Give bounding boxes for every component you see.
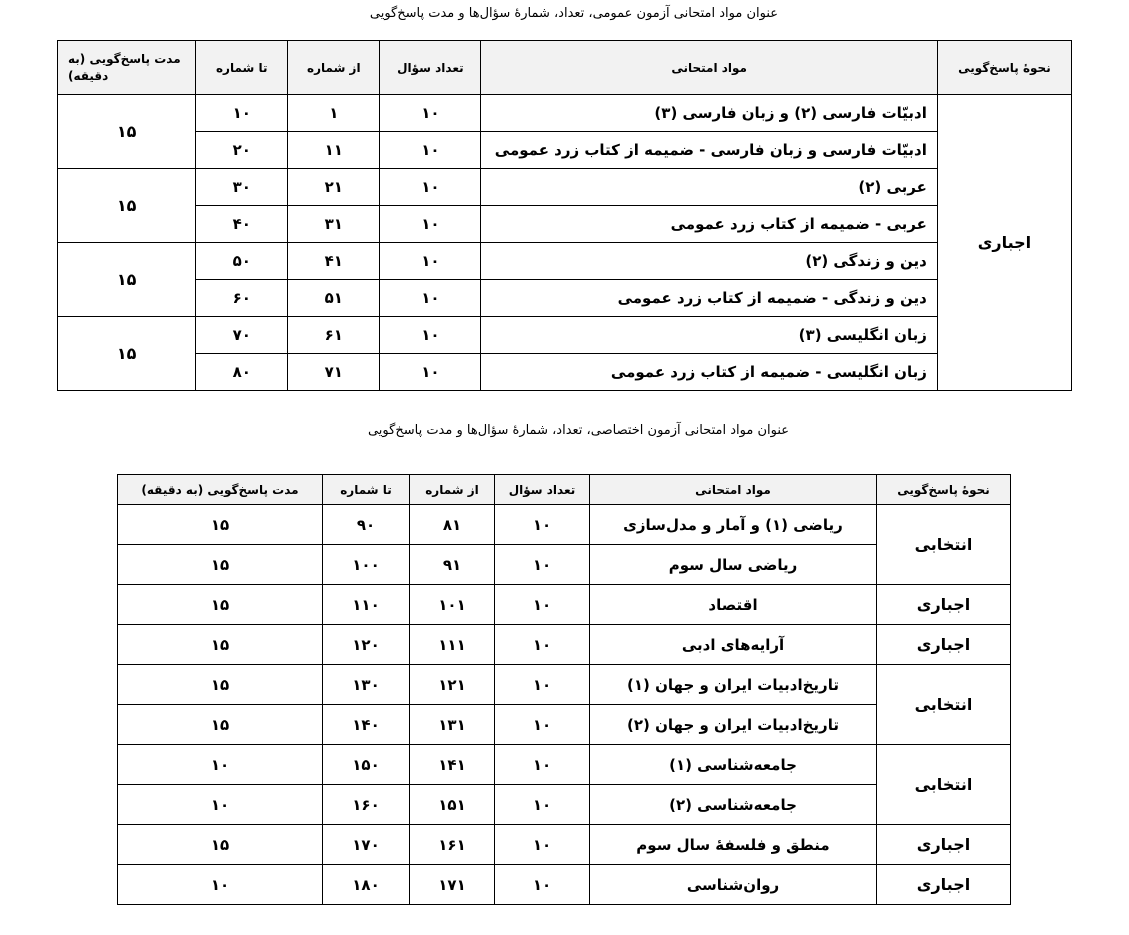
to-cell: ۲۰ — [196, 132, 288, 169]
from-cell: ۱۳۱ — [410, 705, 495, 745]
header-from: از شماره — [410, 475, 495, 505]
duration-cell: ۱۵ — [118, 585, 323, 625]
header-duration: مدت پاسخ‌گویی (به دقیقه) — [58, 41, 196, 95]
header-to: تا شماره — [196, 41, 288, 95]
table-row — [58, 169, 1072, 206]
to-cell: ۸۰ — [196, 354, 288, 391]
duration-cell: ۱۵ — [118, 545, 323, 585]
header-duration: مدت پاسخ‌گویی (به دقیقه) — [118, 475, 323, 505]
subject-cell: جامعه‌شناسی (۱) — [590, 745, 877, 785]
subject-cell: تاریخ‌ادبیات ایران و جهان (۱) — [590, 665, 877, 705]
general-exam-table — [57, 40, 1072, 391]
specialized-exam-caption: عنوان مواد امتحانی آزمون اختصاصی، تعداد، شمارهٔ سؤال‌ها و مدت پاسخ‌گویی — [367, 423, 789, 438]
subject-cell: منطق و فلسفهٔ سال سوم — [590, 825, 877, 865]
mode-cell: اجباری — [937, 95, 1071, 391]
count-cell: ۱۰ — [495, 865, 590, 905]
header-count: تعداد سؤال — [495, 475, 590, 505]
subject-cell: ریاضی (۱) و آمار و مدل‌سازی — [590, 505, 877, 545]
duration-cell: ۱۵ — [58, 317, 196, 391]
from-cell: ۳۱ — [288, 206, 380, 243]
to-cell: ۱۳۰ — [323, 665, 410, 705]
subject-cell: روان‌شناسی — [590, 865, 877, 905]
specialized-header-row — [118, 475, 1011, 505]
table-row — [118, 865, 1011, 905]
mode-cell: انتخابی — [877, 665, 1011, 745]
from-cell: ۱۱ — [288, 132, 380, 169]
specialized-exam-body — [118, 505, 1011, 905]
subject-cell: ادبیّات فارسی (۲) و زبان فارسی (۳) — [481, 95, 937, 132]
count-cell: ۱۰ — [495, 585, 590, 625]
header-count: تعداد سؤال — [380, 41, 481, 95]
to-cell: ۱۱۰ — [323, 585, 410, 625]
subject-cell: تاریخ‌ادبیات ایران و جهان (۲) — [590, 705, 877, 745]
count-cell: ۱۰ — [495, 785, 590, 825]
to-cell: ۱۷۰ — [323, 825, 410, 865]
to-cell: ۹۰ — [323, 505, 410, 545]
mode-cell: اجباری — [877, 865, 1011, 905]
header-mode: نحوهٔ پاسخ‌گویی — [937, 41, 1071, 95]
header-mode: نحوهٔ پاسخ‌گویی — [877, 475, 1011, 505]
count-cell: ۱۰ — [495, 705, 590, 745]
from-cell: ۱۷۱ — [410, 865, 495, 905]
duration-cell: ۱۰ — [118, 745, 323, 785]
subject-cell: جامعه‌شناسی (۲) — [590, 785, 877, 825]
duration-cell: ۱۵ — [118, 505, 323, 545]
count-cell: ۱۰ — [495, 825, 590, 865]
from-cell: ۱۰۱ — [410, 585, 495, 625]
from-cell: ۶۱ — [288, 317, 380, 354]
subject-cell: عربی (۲) — [481, 169, 937, 206]
to-cell: ۶۰ — [196, 280, 288, 317]
count-cell: ۱۰ — [495, 545, 590, 585]
count-cell: ۱۰ — [380, 95, 481, 132]
table-row — [58, 354, 1072, 391]
subject-cell: زبان انگلیسی (۳) — [481, 317, 937, 354]
subject-cell: ریاضی سال سوم — [590, 545, 877, 585]
count-cell: ۱۰ — [380, 243, 481, 280]
to-cell: ۱۰۰ — [323, 545, 410, 585]
subject-cell: دین و زندگی (۲) — [481, 243, 937, 280]
subject-cell: عربی - ضمیمه از کتاب زرد عمومی — [481, 206, 937, 243]
to-cell: ۱۴۰ — [323, 705, 410, 745]
general-header-row — [58, 41, 1072, 95]
to-cell: ۱۶۰ — [323, 785, 410, 825]
to-cell: ۱۰ — [196, 95, 288, 132]
to-cell: ۷۰ — [196, 317, 288, 354]
table-row — [58, 95, 1072, 132]
mode-cell: اجباری — [877, 625, 1011, 665]
header-subject: مواد امتحانی — [590, 475, 877, 505]
from-cell: ۱۲۱ — [410, 665, 495, 705]
count-cell: ۱۰ — [380, 280, 481, 317]
header-from: از شماره — [288, 41, 380, 95]
duration-cell: ۱۵ — [58, 95, 196, 169]
from-cell: ۲۱ — [288, 169, 380, 206]
from-cell: ۱۵۱ — [410, 785, 495, 825]
from-cell: ۱ — [288, 95, 380, 132]
header-subject: مواد امتحانی — [481, 41, 937, 95]
count-cell: ۱۰ — [380, 169, 481, 206]
count-cell: ۱۰ — [380, 132, 481, 169]
subject-cell: زبان انگلیسی - ضمیمه از کتاب زرد عمومی — [481, 354, 937, 391]
subject-cell: دین و زندگی - ضمیمه از کتاب زرد عمومی — [481, 280, 937, 317]
table-row — [118, 825, 1011, 865]
header-to: تا شماره — [323, 475, 410, 505]
mode-cell: انتخابی — [877, 745, 1011, 825]
duration-cell: ۱۰ — [118, 785, 323, 825]
general-exam-caption: عنوان مواد امتحانی آزمون عمومی، تعداد، شمارهٔ سؤال‌ها و مدت پاسخ‌گویی — [369, 6, 778, 21]
duration-cell: ۱۵ — [118, 625, 323, 665]
duration-cell: ۱۵ — [118, 665, 323, 705]
duration-cell: ۱۵ — [58, 243, 196, 317]
count-cell: ۱۰ — [380, 317, 481, 354]
to-cell: ۱۸۰ — [323, 865, 410, 905]
from-cell: ۹۱ — [410, 545, 495, 585]
duration-cell: ۱۵ — [118, 825, 323, 865]
to-cell: ۴۰ — [196, 206, 288, 243]
table-row — [118, 505, 1011, 545]
from-cell: ۴۱ — [288, 243, 380, 280]
duration-cell: ۱۵ — [118, 705, 323, 745]
from-cell: ۷۱ — [288, 354, 380, 391]
table-row — [58, 317, 1072, 354]
table-row — [118, 625, 1011, 665]
count-cell: ۱۰ — [495, 505, 590, 545]
specialized-exam-table — [117, 474, 1011, 905]
table-row — [58, 132, 1072, 169]
from-cell: ۱۴۱ — [410, 745, 495, 785]
count-cell: ۱۰ — [380, 354, 481, 391]
table-row — [58, 243, 1072, 280]
mode-cell: انتخابی — [877, 505, 1011, 585]
count-cell: ۱۰ — [495, 625, 590, 665]
count-cell: ۱۰ — [380, 206, 481, 243]
mode-cell: اجباری — [877, 585, 1011, 625]
duration-cell: ۱۰ — [118, 865, 323, 905]
general-exam-body — [58, 95, 1072, 391]
count-cell: ۱۰ — [495, 665, 590, 705]
duration-cell: ۱۵ — [58, 169, 196, 243]
to-cell: ۱۵۰ — [323, 745, 410, 785]
from-cell: ۱۱۱ — [410, 625, 495, 665]
from-cell: ۵۱ — [288, 280, 380, 317]
to-cell: ۳۰ — [196, 169, 288, 206]
from-cell: ۱۶۱ — [410, 825, 495, 865]
subject-cell: ادبیّات فارسی و زبان فارسی - ضمیمه از کتاب زرد عمومی — [481, 132, 937, 169]
to-cell: ۵۰ — [196, 243, 288, 280]
from-cell: ۸۱ — [410, 505, 495, 545]
to-cell: ۱۲۰ — [323, 625, 410, 665]
subject-cell: آرایه‌های ادبی — [590, 625, 877, 665]
table-row — [58, 206, 1072, 243]
subject-cell: اقتصاد — [590, 585, 877, 625]
table-row — [118, 745, 1011, 785]
table-row — [118, 585, 1011, 625]
table-row — [58, 280, 1072, 317]
mode-cell: اجباری — [877, 825, 1011, 865]
count-cell: ۱۰ — [495, 745, 590, 785]
table-row — [118, 665, 1011, 705]
